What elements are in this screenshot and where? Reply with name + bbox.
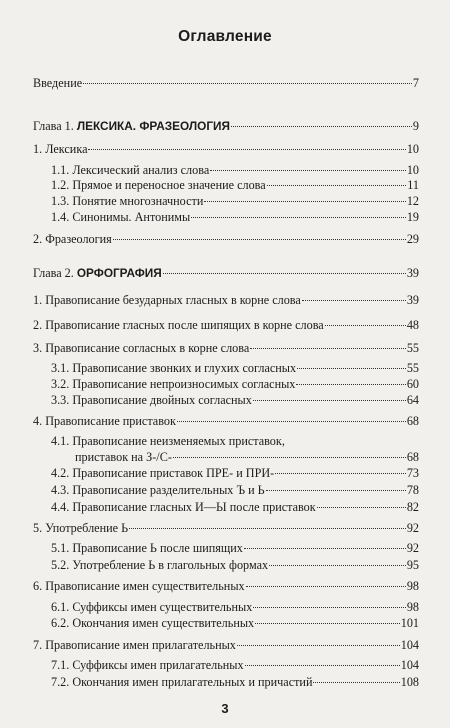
entry-text: 4.2. Правописание приставок ПРЕ- и ПРИ- bbox=[51, 466, 275, 480]
entry-text: 5.2. Употребление Ь в глагольных формах bbox=[51, 558, 269, 572]
entry-page: 104 bbox=[400, 638, 419, 652]
leader-dots bbox=[237, 645, 400, 646]
entry-text: 3. Правописание согласных в корне слова bbox=[33, 341, 250, 355]
leader-dots bbox=[253, 400, 406, 401]
leader-dots bbox=[250, 348, 406, 349]
entry-page: 11 bbox=[407, 178, 419, 192]
entry-text: 7.1. Суффиксы имен прилагательных bbox=[51, 658, 244, 672]
entry-page: 55 bbox=[406, 361, 419, 375]
entry-text: 3.2. Правописание непроизносимых согласных bbox=[51, 377, 296, 391]
leader-dots bbox=[113, 239, 406, 240]
toc-section bbox=[33, 521, 419, 535]
entry-page: 82 bbox=[406, 500, 419, 514]
entry-page: 98 bbox=[406, 579, 419, 593]
entry-page: 92 bbox=[406, 521, 419, 535]
entry-page: 78 bbox=[406, 483, 419, 497]
leader-dots bbox=[267, 185, 407, 186]
toc-section bbox=[33, 142, 419, 156]
entry-text: Введение bbox=[33, 76, 83, 90]
entry-page: 98 bbox=[406, 600, 419, 614]
entry-text: Глава 1. ЛЕКСИКА. ФРАЗЕОЛОГИЯ bbox=[33, 119, 230, 133]
entry-page: 68 bbox=[406, 450, 419, 464]
leader-dots bbox=[313, 682, 399, 683]
leader-dots bbox=[255, 623, 400, 624]
entry-page: 12 bbox=[406, 194, 419, 208]
leader-dots bbox=[210, 170, 406, 171]
entry-text: 6.2. Окончания имен существительных bbox=[51, 616, 255, 630]
entry-text: 6.1. Суффиксы имен существительных bbox=[51, 600, 253, 614]
entry-text-continued: приставок на З-/С- bbox=[75, 450, 172, 464]
toc-chapter-2 bbox=[33, 266, 419, 280]
toc-subsection bbox=[75, 450, 419, 464]
entry-page: 108 bbox=[400, 675, 419, 689]
entry-text: 4.4. Правописание гласных И—Ы после приставок bbox=[51, 500, 316, 514]
toc-subsection bbox=[51, 361, 419, 375]
toc-section bbox=[33, 638, 419, 652]
entry-page: 10 bbox=[406, 142, 419, 156]
entry-page: 95 bbox=[406, 558, 419, 572]
toc-subsection bbox=[51, 377, 419, 391]
leader-dots bbox=[163, 273, 406, 274]
entry-text: 3.3. Правописание двойных согласных bbox=[51, 393, 252, 407]
entry-page: 64 bbox=[406, 393, 419, 407]
toc-subsection bbox=[51, 675, 419, 689]
entry-text: 4.3. Правописание разделительных Ъ и Ь bbox=[51, 483, 265, 497]
entry-page: 7 bbox=[412, 76, 419, 90]
leader-dots bbox=[88, 149, 405, 150]
entry-text: 1.3. Понятие многозначности bbox=[51, 194, 204, 208]
toc-section bbox=[33, 341, 419, 355]
toc-subsection bbox=[51, 194, 419, 208]
leader-dots bbox=[177, 421, 406, 422]
leader-dots bbox=[253, 607, 406, 608]
leader-dots bbox=[231, 126, 412, 127]
leader-dots bbox=[245, 665, 400, 666]
toc-subsection bbox=[51, 178, 419, 192]
entry-text: 2. Фразеология bbox=[33, 232, 112, 246]
toc-subsection bbox=[51, 393, 419, 407]
entry-text: 7. Правописание имен прилагательных bbox=[33, 638, 236, 652]
leader-dots bbox=[297, 368, 406, 369]
toc-subsection bbox=[51, 483, 419, 497]
toc-subsection bbox=[51, 163, 419, 177]
entry-page: 101 bbox=[400, 616, 419, 630]
entry-page: 29 bbox=[406, 232, 419, 246]
entry-page: 9 bbox=[412, 119, 419, 133]
page-number: 3 bbox=[221, 701, 229, 716]
leader-dots bbox=[173, 457, 406, 458]
entry-page: 19 bbox=[406, 210, 419, 224]
toc-subsection bbox=[51, 541, 419, 555]
entry-text: 2. Правописание гласных после шипящих в корне слова bbox=[33, 318, 324, 332]
toc-subsection bbox=[51, 558, 419, 572]
entry-page: 73 bbox=[406, 466, 419, 480]
page-title: Оглавление bbox=[178, 28, 272, 45]
toc-subsection bbox=[51, 658, 419, 672]
entry-page: 39 bbox=[406, 293, 419, 307]
entry-page: 104 bbox=[400, 658, 419, 672]
toc-section bbox=[33, 414, 419, 428]
entry-text: 3.1. Правописание звонких и глухих согласных bbox=[51, 361, 297, 375]
toc-entry-intro bbox=[33, 76, 419, 90]
leader-dots bbox=[266, 490, 406, 491]
leader-dots bbox=[269, 565, 406, 566]
leader-dots bbox=[325, 325, 406, 326]
entry-text: 1.1. Лексический анализ слова bbox=[51, 163, 210, 177]
entry-page: 10 bbox=[406, 163, 419, 177]
entry-text: Глава 2. ОРФОГРАФИЯ bbox=[33, 266, 162, 280]
entry-text: 4.1. Правописание неизменяемых приставок, bbox=[51, 434, 285, 448]
entry-text: 1.2. Прямое и переносное значение слова bbox=[51, 178, 266, 192]
toc-subsection bbox=[51, 616, 419, 630]
entry-text: 4. Правописание приставок bbox=[33, 414, 176, 428]
leader-dots bbox=[83, 83, 412, 84]
toc-subsection bbox=[51, 600, 419, 614]
leader-dots bbox=[302, 300, 406, 301]
toc-section bbox=[33, 232, 419, 246]
leader-dots bbox=[191, 217, 406, 218]
entry-text: 5. Употребление Ь bbox=[33, 521, 129, 535]
leader-dots bbox=[317, 507, 406, 508]
leader-dots bbox=[275, 473, 406, 474]
entry-text: 1.4. Синонимы. Антонимы bbox=[51, 210, 191, 224]
leader-dots bbox=[246, 586, 406, 587]
entry-page: 39 bbox=[406, 266, 419, 280]
toc-section bbox=[33, 293, 419, 307]
entry-page: 55 bbox=[406, 341, 419, 355]
entry-text: 6. Правописание имен существительных bbox=[33, 579, 245, 593]
toc-subsection bbox=[51, 210, 419, 224]
toc-subsection bbox=[51, 500, 419, 514]
entry-text: 7.2. Окончания имен прилагательных и причастий bbox=[51, 675, 313, 689]
toc-chapter-1 bbox=[33, 119, 419, 133]
toc-section bbox=[33, 318, 419, 332]
leader-dots bbox=[204, 201, 405, 202]
entry-page: 60 bbox=[406, 377, 419, 391]
entry-page: 92 bbox=[406, 541, 419, 555]
entry-page: 48 bbox=[406, 318, 419, 332]
toc-section bbox=[33, 579, 419, 593]
entry-page: 68 bbox=[406, 414, 419, 428]
entry-text: 5.1. Правописание Ь после шипящих bbox=[51, 541, 243, 555]
leader-dots bbox=[244, 548, 406, 549]
toc-subsection bbox=[51, 466, 419, 480]
leader-dots bbox=[296, 384, 405, 385]
entry-text: 1. Лексика bbox=[33, 142, 88, 156]
entry-text: 1. Правописание безударных гласных в корне слова bbox=[33, 293, 301, 307]
leader-dots bbox=[129, 528, 406, 529]
